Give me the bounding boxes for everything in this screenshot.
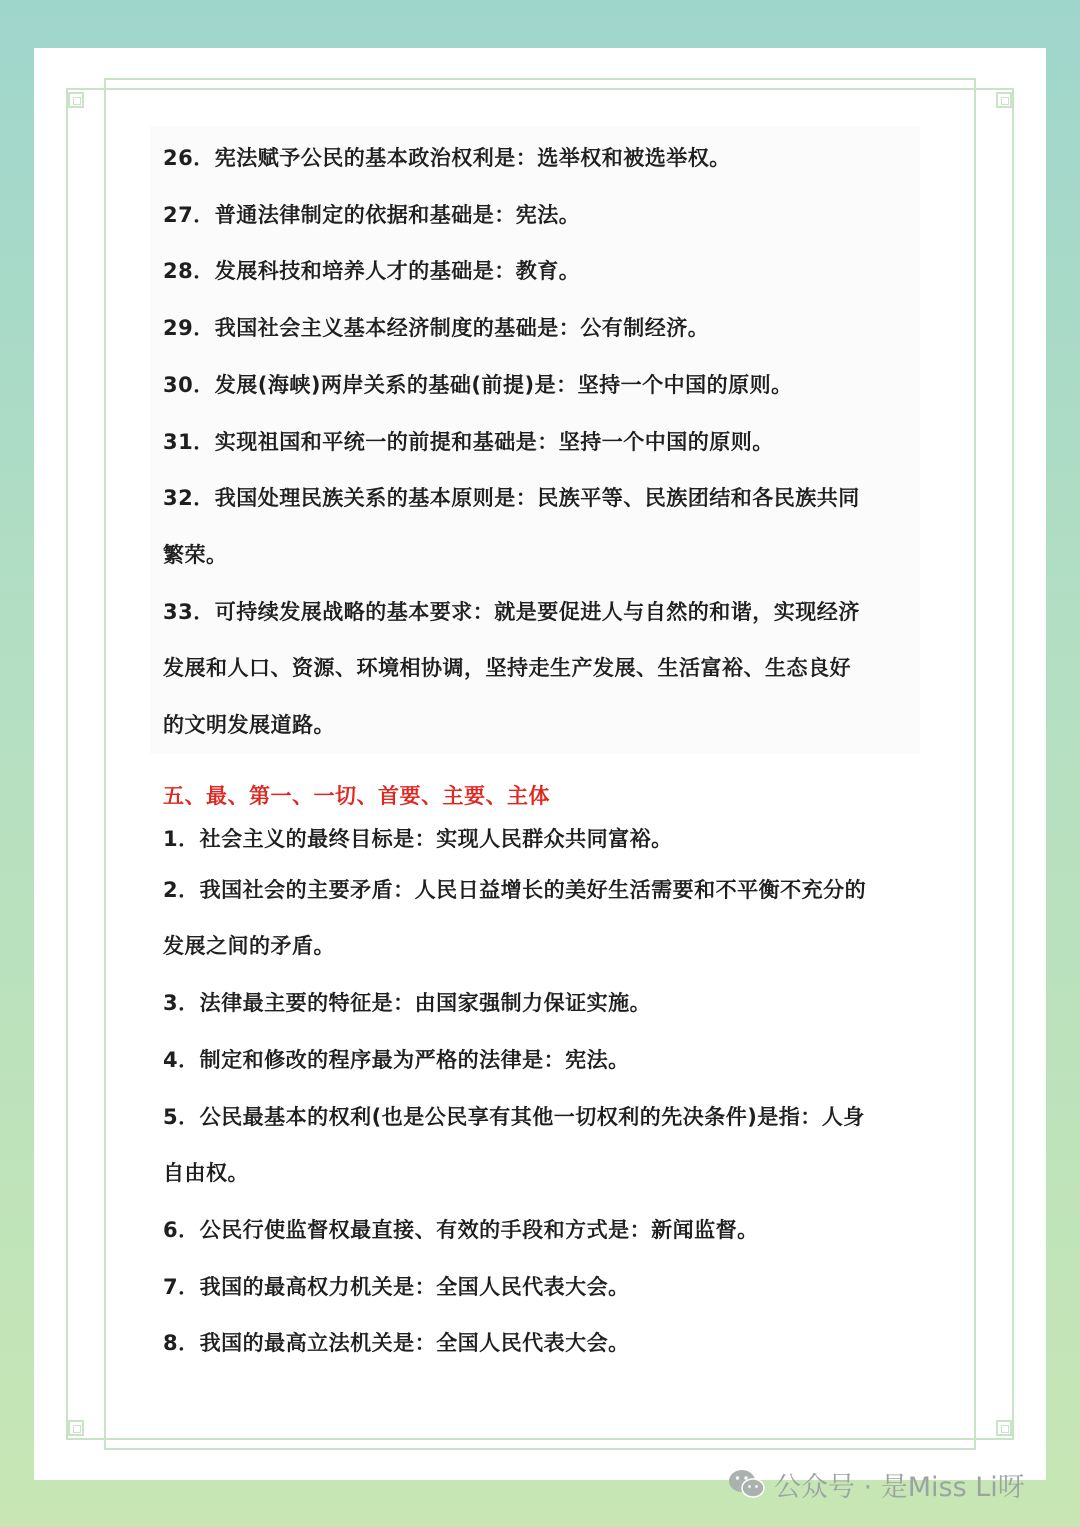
text-line: 29．我国社会主义基本经济制度的基础是：公有制经济。 (163, 316, 710, 341)
text-line: 3．法律最主要的特征是：由国家强制力保证实施。 (163, 991, 652, 1016)
text-line: 5．公民最基本的权利(也是公民享有其他一切权利的先决条件)是指：人身 (163, 1104, 865, 1129)
items-part-b (163, 816, 923, 1372)
section-heading: 五、最、第一、一切、首要、主要、主体 (163, 783, 550, 808)
text-line: 26．宪法赋予公民的基本政治权利是：选举权和被选举权。 (163, 146, 731, 170)
text-line: 1．社会主义的最终目标是：实现人民群众共同富裕。 (163, 826, 673, 851)
document-body (163, 130, 923, 1372)
text-line: 的文明发展道路。 (163, 713, 335, 738)
watermark-text: 公众号 · 是Miss Li呀 (774, 1471, 1025, 1503)
frame-corner-ornament (996, 92, 1012, 108)
watermark (728, 1462, 1025, 1506)
text-line: 自由权。 (163, 1161, 249, 1186)
text-line: 28．发展科技和培养人才的基础是：教育。 (163, 259, 581, 284)
text-line: 4．制定和修改的程序最为严格的法律是：宪法。 (163, 1047, 630, 1072)
wechat-icon (728, 1468, 766, 1500)
text-line: 32．我国处理民族关系的基本原则是：民族平等、民族团结和各民族共同 (163, 486, 860, 511)
text-line: 30．发展(海峡)两岸关系的基础(前提)是：坚持一个中国的原则。 (163, 372, 793, 397)
items-part-a (163, 130, 923, 754)
text-line: 27．普通法律制定的依据和基础是：宪法。 (163, 202, 581, 227)
text-line: 31．实现祖国和平统一的前提和基础是：坚持一个中国的原则。 (163, 429, 774, 454)
text-line: 6．公民行使监督权最直接、有效的手段和方式是：新闻监督。 (163, 1217, 759, 1242)
text-line: 33．可持续发展战略的基本要求：就是要促进人与自然的和谐，实现经济 (163, 599, 860, 624)
text-line: 发展之间的矛盾。 (163, 934, 335, 959)
text-line: 繁荣。 (163, 542, 228, 567)
frame-corner-ornament (68, 92, 84, 108)
text-line: 发展和人口、资源、环境相协调，坚持走生产发展、生活富裕、生态良好 (163, 656, 851, 681)
frame-corner-ornament (68, 1420, 84, 1436)
text-line: 2．我国社会的主要矛盾：人民日益增长的美好生活需要和不平衡不充分的 (163, 877, 867, 902)
frame-corner-ornament (996, 1420, 1012, 1436)
text-line: 8．我国的最高立法机关是：全国人民代表大会。 (163, 1331, 630, 1356)
text-line: 7．我国的最高权力机关是：全国人民代表大会。 (163, 1274, 630, 1299)
